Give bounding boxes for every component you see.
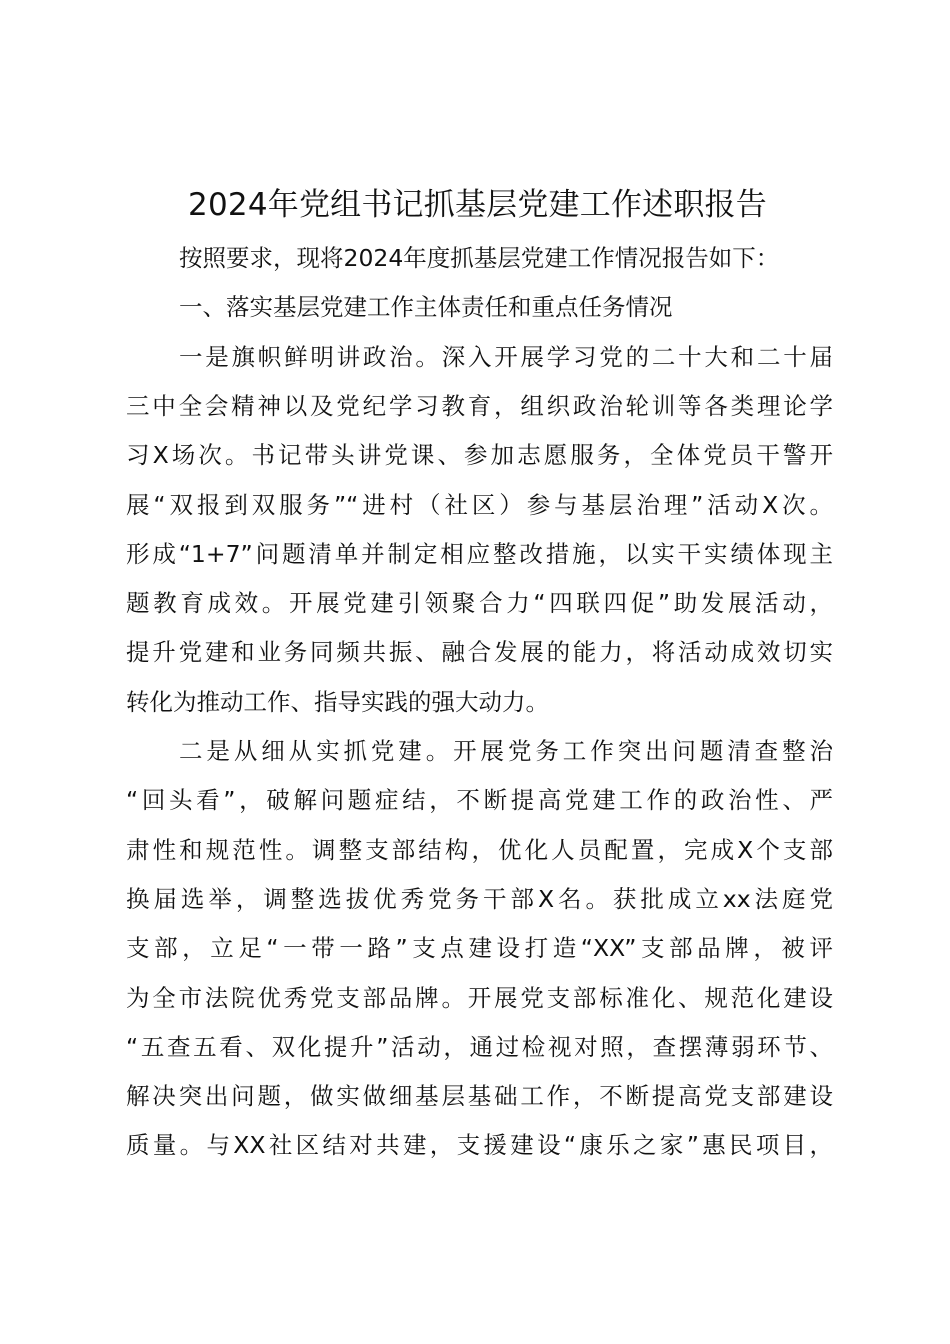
body-line: 三中全会精神以及党纪学习教育，组织政治轮训等各类理论学 [126,391,833,420]
body-line: 转化为推动工作、指导实践的强大动力。 [126,687,549,716]
body-line: 习X场次。书记带头讲党课、参加志愿服务，全体党员干警开 [126,441,833,470]
body-line: 肃性和规范性。调整支部结构，优化人员配置，完成X个支部 [126,835,833,864]
body-line: 为全市法院优秀党支部品牌。开展党支部标准化、规范化建设 [126,983,833,1012]
document-title: 2024年党组书记抓基层党建工作述职报告 [188,187,767,223]
body-line: 解决突出问题，做实做细基层基础工作，不断提高党支部建设 [126,1082,833,1111]
body-line: “回头看”，破解问题症结，不断提高党建工作的政治性、严 [126,786,833,815]
body-line: 题教育成效。开展党建引领聚合力“四联四促”助发展活动， [126,589,833,618]
body-line: 一、落实基层党建工作主体责任和重点任务情况 [179,293,673,322]
body-line: 展“双报到双服务”“进村（社区）参与基层治理”活动X次。 [126,490,833,519]
body-line: 一是旗帜鲜明讲政治。深入开展学习党的二十大和二十届 [179,342,833,371]
body-line: 二是从细从实抓党建。开展党务工作突出问题清查整治 [179,737,833,765]
body-line: 形成“1+7”问题清单并制定相应整改措施，以实干实绩体现主 [126,539,833,568]
body-line: 质量。与XX社区结对共建，支援建设“康乐之家”惠民项目， [126,1131,833,1160]
body-line: 按照要求，现将2024年度抓基层党建工作情况报告如下： [179,244,780,272]
body-line: 支部，立足“一带一路”支点建设打造“XX”支部品牌，被评 [126,934,833,963]
body-line: 换届选举，调整选拔优秀党务干部X名。获批成立xx法庭党 [126,884,833,913]
body-line: “五查五看、双化提升”活动，通过检视对照，查摆薄弱环节、 [126,1032,833,1061]
body-line: 提升党建和业务同频共振、融合发展的能力，将活动成效切实 [126,638,833,667]
